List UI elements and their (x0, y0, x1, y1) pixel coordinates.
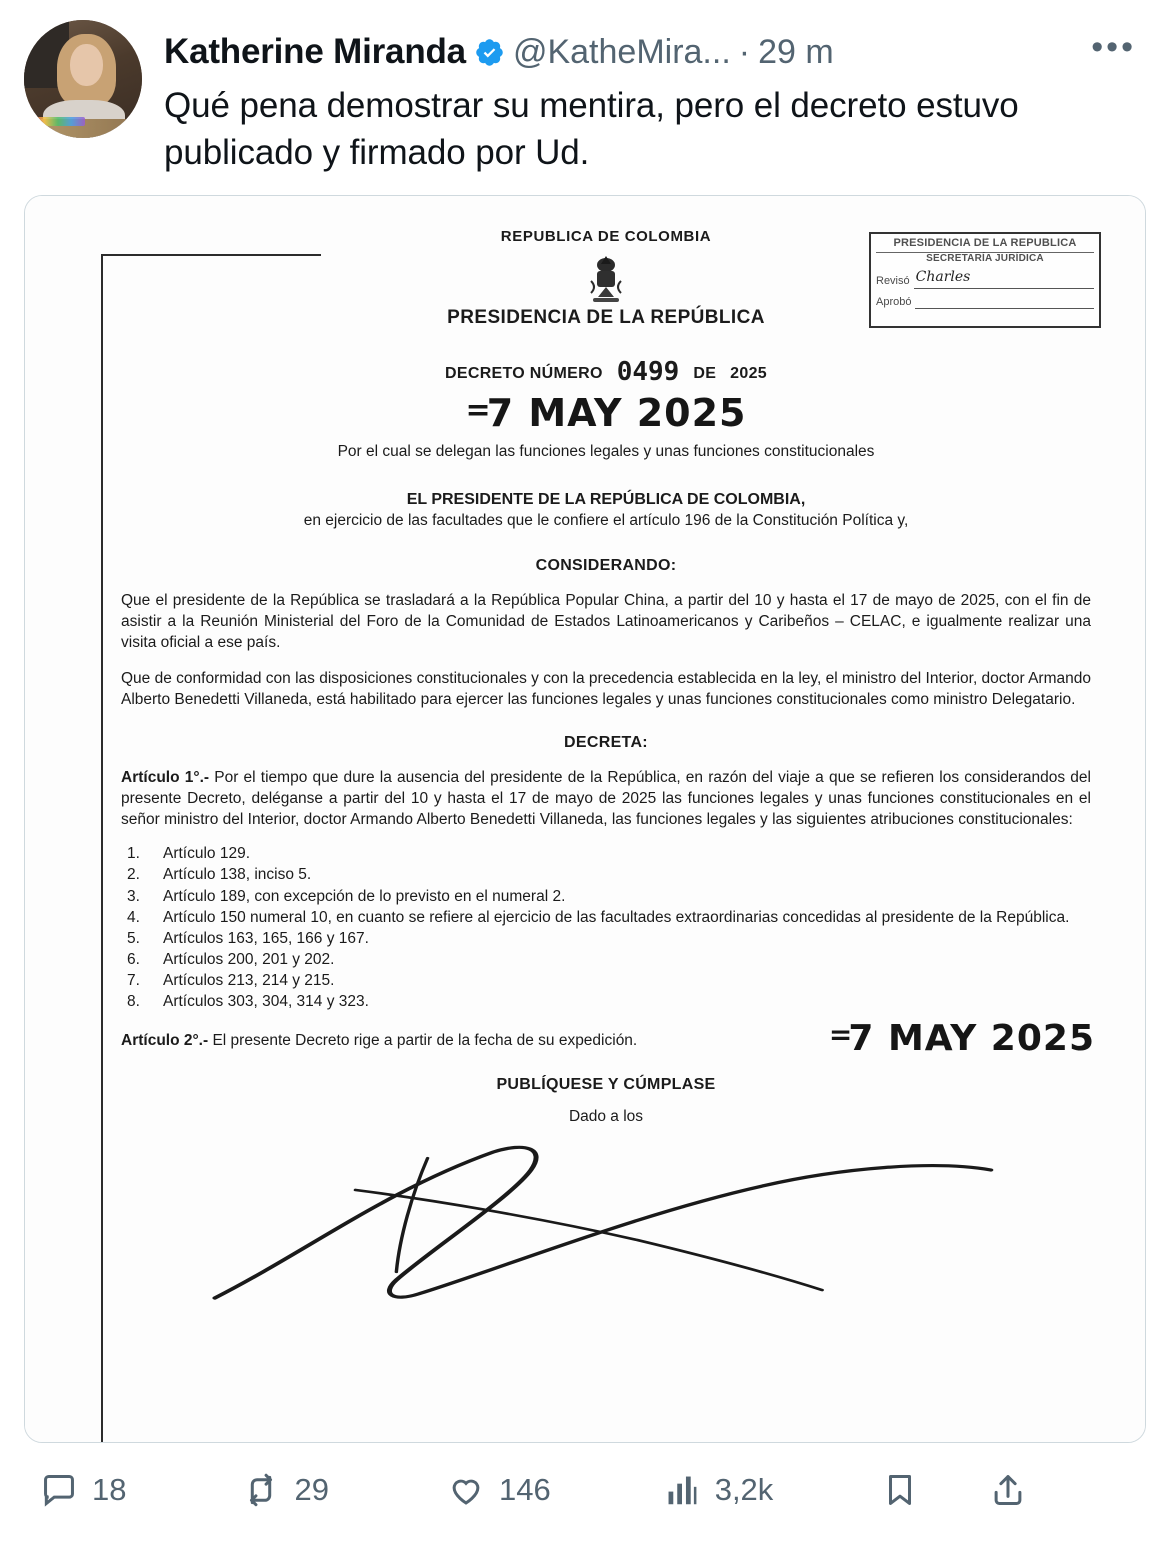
considerando-heading: CONSIDERANDO: (535, 557, 677, 575)
like-count: 146 (498, 1471, 551, 1507)
avatar[interactable] (24, 20, 142, 138)
retweet-icon (242, 1471, 280, 1509)
list-item-number: 8. (127, 993, 140, 1011)
signature-date-text: 7 MAY 2025 (848, 1018, 1095, 1060)
list-item (127, 887, 1091, 907)
stamp-reviso-row (876, 269, 1094, 289)
decree-number-row (121, 355, 1091, 385)
author-display-name[interactable]: Katherine Miranda (164, 32, 466, 71)
list-item (127, 844, 1091, 864)
stamp-reviso-value: Charles (915, 269, 971, 285)
articulo-1-list (121, 844, 1091, 1012)
dado-a-los-text: Dado a los (568, 1108, 644, 1126)
list-item (127, 929, 1091, 949)
share-button[interactable] (989, 1471, 1027, 1509)
considerando-paragraph-2: Que de conformidad con las disposiciones constitucionales y con la precedencia establecida en la ley, el ministro del Interior, doctor Armando Alberto Benedetti Villaneda, está habilitado para ejercer las funciones legales y unas funciones constitucionales como ministro Delegatario. (121, 670, 1091, 708)
president-subheading: en ejercicio de las facultades que le confiere el artículo 196 de la Constitución Política y, (303, 511, 909, 529)
date-stamp-dash: = (465, 392, 487, 428)
stamp-aprobo-row (876, 296, 1094, 310)
approval-stamp (869, 232, 1101, 328)
decree-subtitle: Por el cual se delegan las funciones legales y unas funciones constitucionales (337, 442, 875, 460)
decree-of-label: DE (693, 364, 717, 382)
decree-body (59, 228, 1111, 1321)
list-item-text: Artículos 213, 214 y 215. (163, 972, 335, 990)
list-item-text: Artículos 200, 201 y 202. (163, 951, 335, 968)
stamp-reviso-label: Revisó (876, 274, 910, 287)
list-item-text: Artículo 189, con excepción de lo previsto en el numeral 2. (163, 887, 566, 905)
tweet-text: Qué pena demostrar su mentira, pero el decreto estuvo publicado y firmado por Ud. (164, 86, 1019, 173)
avatar-face (70, 44, 103, 86)
verified-badge-icon (474, 37, 505, 68)
decreta-heading: DECRETA: (564, 734, 648, 752)
author-row (164, 26, 1146, 78)
timestamp-separator: · (738, 32, 751, 71)
tweet-media-document[interactable] (24, 195, 1146, 1443)
tweet-timestamp[interactable]: 29 m (758, 32, 834, 71)
decree-number-value: 0499 (616, 356, 680, 387)
like-button[interactable] (447, 1471, 551, 1509)
list-item-number: 2. (127, 866, 140, 884)
heart-icon (447, 1471, 485, 1509)
analytics-icon (663, 1471, 701, 1509)
articulo-2-text: El presente Decreto rige a partir de la fecha de su expedición. (208, 1032, 638, 1050)
articulo-1-paragraph (121, 768, 1091, 830)
articulo-1-label: Artículo 1°.- (121, 769, 210, 787)
list-item-text: Artículo 129. (163, 845, 251, 863)
retweet-button[interactable] (242, 1471, 328, 1509)
retweet-count: 29 (294, 1471, 329, 1507)
publiquese-heading: PUBLÍQUESE Y CÚMPLASE (496, 1076, 716, 1094)
tweet-action-bar (0, 1443, 1170, 1509)
page-margin-rule-horizontal (101, 254, 321, 256)
list-item-number: 6. (127, 951, 140, 968)
articulo-2-paragraph (121, 1018, 1095, 1060)
reply-icon (40, 1471, 78, 1509)
list-item (127, 908, 1091, 928)
signature-date-stamp (829, 1018, 1095, 1059)
colombia-coat-of-arms-icon (583, 251, 629, 303)
page-margin-rule-vertical (101, 254, 103, 1442)
stamp-header-line-2: SECRETARÍA JURÍDICA (926, 253, 1044, 265)
articulo-1-text: Por el tiempo que dure la ausencia del presidente de la República, en razón del viaje a que se refieren los considerandos del presente Decreto, deléganse a partir del 10 y hasta el 17 de mayo de 2025 las funciones legales y unas funciones constitucionales en el señor ministro del Interior, doctor Armando Alberto Benedetti Villaneda, las funciones legales y las siguientes atribuciones constitucionales: (121, 769, 1091, 828)
stamp-reviso-rule (914, 269, 1094, 289)
list-item-number: 7. (127, 972, 140, 990)
articulo-2-label: Artículo 2°.- (121, 1032, 209, 1050)
list-item (127, 971, 1091, 991)
views-button[interactable] (663, 1471, 774, 1509)
list-item (127, 992, 1091, 1012)
list-item-number: 3. (127, 887, 140, 905)
tweet-header-text (142, 20, 1146, 177)
list-item-text: Artículos 303, 304, 314 y 323. (163, 993, 369, 1011)
list-item-number: 1. (127, 845, 140, 863)
stamp-header-line-1: PRESIDENCIA DE LA REPUBLICA (876, 237, 1094, 254)
considerando-paragraph-1: Que el presidente de la República se trasladará a la República Popular China, a partir del 10 y hasta el 17 de mayo de 2025, con el fin de asistir a la Reunión Ministerial del Foro de la Comunidad de Estados Latinoamericanos y Caribeños – CELAC, e igualmente realizar una visita oficial a ese país. (121, 592, 1091, 651)
signature-date-dash: = (828, 1018, 849, 1052)
bookmark-icon (881, 1471, 919, 1509)
document-presidency-title: PRESIDENCIA DE LA REPÚBLICA (447, 306, 765, 328)
bookmark-button[interactable] (881, 1471, 919, 1509)
avatar-color-stripe (31, 117, 85, 126)
tweet-header (0, 0, 1170, 177)
list-item-text: Artículos 163, 165, 166 y 167. (163, 929, 369, 947)
reply-button[interactable] (40, 1471, 126, 1509)
list-item-text: Artículo 138, inciso 5. (163, 866, 312, 884)
date-stamp-text: 7 MAY 2025 (486, 390, 747, 435)
document-republic-title: REPUBLICA DE COLOMBIA (500, 227, 712, 245)
list-item-number: 5. (127, 929, 140, 947)
list-item-text: Artículo 150 numeral 10, en cuanto se refiere al ejercicio de las facultades extraordinarias concedidas al presidente de la República. (163, 908, 1070, 926)
list-item (127, 950, 1091, 970)
decree-date-stamp (121, 391, 1091, 435)
share-icon (989, 1471, 1027, 1509)
views-count: 3,2k (714, 1471, 774, 1507)
reply-count: 18 (92, 1471, 127, 1507)
presidential-signature (121, 1130, 1091, 1320)
president-heading: EL PRESIDENTE DE LA REPÚBLICA DE COLOMBIA, (406, 490, 806, 508)
stamp-aprobo-label: Aprobó (876, 295, 912, 308)
list-item-number: 4. (127, 908, 140, 926)
list-item (127, 865, 1091, 885)
author-handle[interactable]: @KatheMira... (512, 32, 731, 71)
more-options-icon[interactable]: ••• (1091, 28, 1136, 66)
decree-number-label: DECRETO NÚMERO (445, 364, 603, 382)
decree-document-page (25, 196, 1145, 1442)
stamp-aprobo-rule (915, 296, 1094, 309)
decree-year: 2025 (730, 364, 767, 382)
